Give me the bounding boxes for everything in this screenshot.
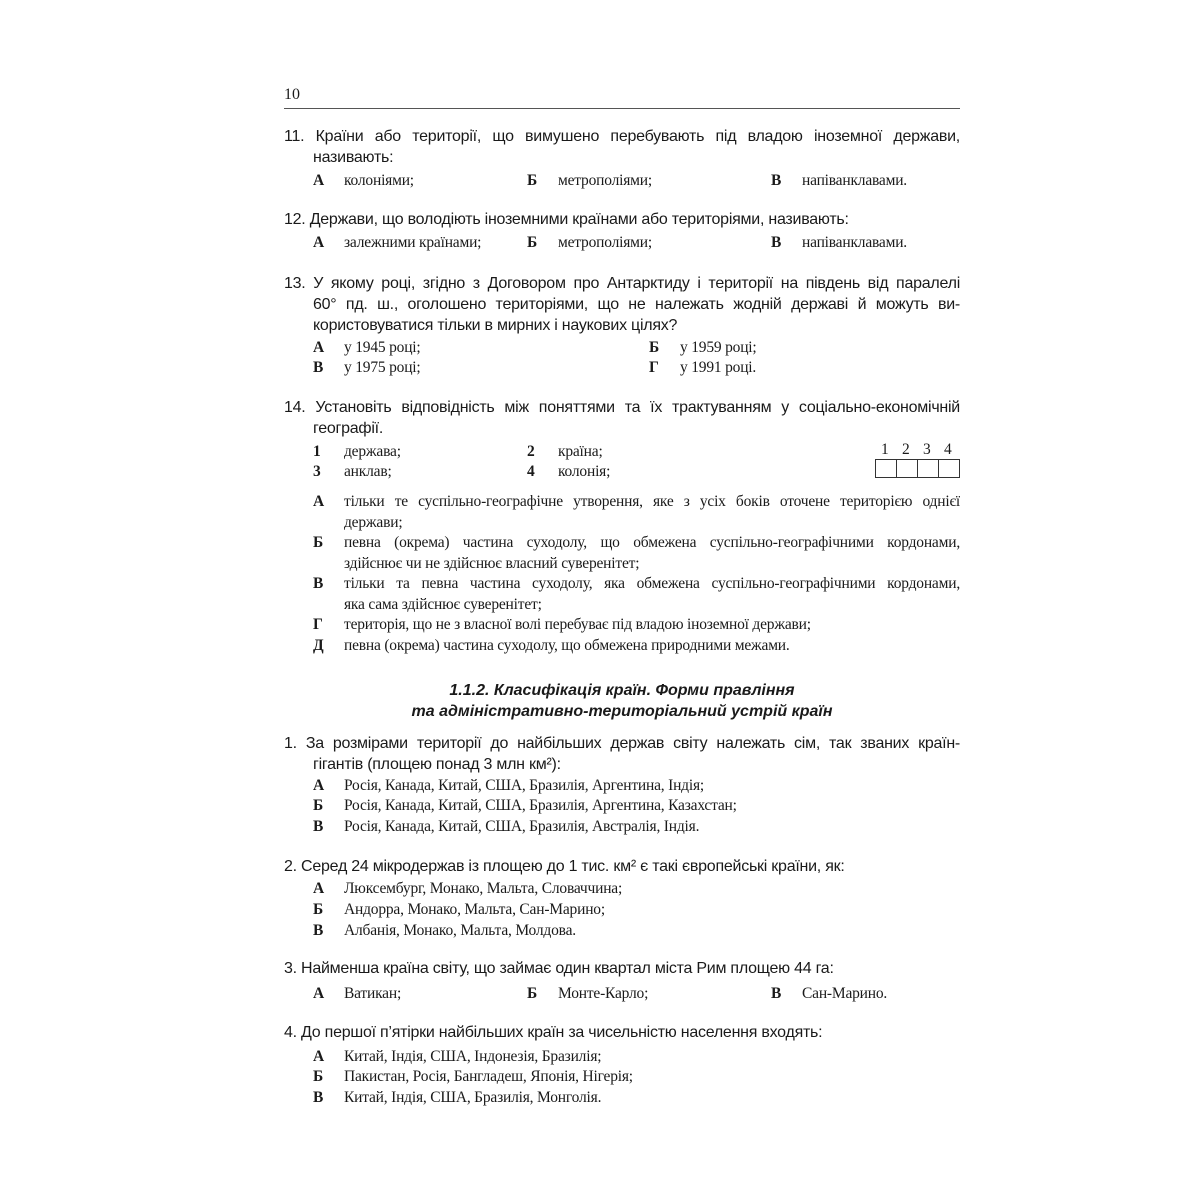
option-text: Росія, Канада, Китай, США, Бразилія, Австралія, Індія. <box>344 818 700 835</box>
option-text: Ватикан; <box>344 985 402 1002</box>
question-stem-line: 2. Серед 24 мікродержав із площею до 1 тис. км² є такі європейські країни, як: <box>284 858 845 875</box>
option-text: у 1959 році; <box>680 339 757 356</box>
answer-grid-label: 2 <box>902 441 910 458</box>
question-stem-line: гігантів (площею понад 3 млн км²): <box>313 756 561 773</box>
concept-number: 4 <box>527 463 535 480</box>
option-letter: Б <box>313 797 324 814</box>
answer-cell[interactable] <box>938 459 960 478</box>
option-letter: В <box>313 1089 324 1106</box>
question-stem-line: 14. Установіть відповідність між поняттями та їх трактуванням у соціально-економічній <box>284 399 960 416</box>
question-stem-line: 12. Держави, що володіють іноземними країнами або територіями, називають: <box>284 211 849 228</box>
section-heading: та адміністративно-територіальний устрій країн <box>411 703 833 720</box>
question-stem-line: називають: <box>313 149 394 166</box>
option-letter: В <box>313 922 324 939</box>
option-letter: В <box>771 985 782 1002</box>
option-letter: А <box>313 339 324 356</box>
option-text-line: тільки та певна частина суходолу, яка обмежена суспільно-географічними кордонами, <box>344 575 960 592</box>
option-text: Китай, Індія, США, Індонезія, Бразилія; <box>344 1048 602 1065</box>
option-text: у 1945 році; <box>344 339 421 356</box>
answer-cell[interactable] <box>917 459 939 478</box>
option-text-line: держави; <box>344 513 403 531</box>
option-text: Росія, Канада, Китай, США, Бразилія, Аргентина, Казахстан; <box>344 797 737 814</box>
option-text: залежними країнами; <box>344 234 482 251</box>
section-heading: 1.1.2. Класифікація країн. Форми правління <box>449 682 795 699</box>
option-letter: Б <box>313 901 324 918</box>
option-text-line: тільки те суспільно-географічне утворення, яке з усіх боків оточене територією однієї <box>344 493 960 510</box>
concept-text: анклав; <box>344 463 392 480</box>
header-rule <box>284 108 960 109</box>
option-letter: Б <box>527 985 538 1002</box>
answer-cell[interactable] <box>896 459 918 478</box>
option-letter: А <box>313 777 324 794</box>
option-text: напіванклавами. <box>802 172 907 189</box>
page-number: 10 <box>284 86 300 103</box>
option-letter: А <box>313 985 324 1002</box>
question-stem-line: 1. За розмірами території до найбільших держав світу належать сім, так званих країн- <box>284 735 960 752</box>
option-text-line: певна (окрема) частина суходолу, що обмежена суспільно-географічними кордонами, <box>344 534 960 551</box>
option-text: Монте-Карло; <box>558 985 649 1002</box>
question-stem-line: 4. До першої п’ятірки найбільших країн за чисельністю населення входять: <box>284 1024 823 1041</box>
option-letter: В <box>313 818 324 835</box>
question-stem-line: 11. Країни або території, що вимушено перебувають під владою іноземної держави, <box>284 128 960 145</box>
option-letter: Б <box>649 339 660 356</box>
question-stem-line: 13. У якому році, згідно з Договором про Антарктиду і території на південь від паралелі <box>284 275 960 292</box>
option-letter: Б <box>527 172 538 189</box>
option-text: Пакистан, Росія, Бангладеш, Японія, Нігерія; <box>344 1068 633 1085</box>
concept-number: 3 <box>313 463 321 480</box>
answer-cell[interactable] <box>875 459 897 478</box>
answer-grid-label: 4 <box>944 441 952 458</box>
option-letter: В <box>771 234 782 251</box>
option-text: Албанія, Монако, Мальта, Молдова. <box>344 922 576 939</box>
option-text: у 1991 році. <box>680 359 757 376</box>
option-letter: В <box>313 359 324 376</box>
option-letter: Г <box>313 616 323 633</box>
question-stem-line: географії. <box>313 420 384 437</box>
option-text: Андорра, Монако, Мальта, Сан-Марино; <box>344 901 605 918</box>
option-text: метрополіями; <box>558 234 652 251</box>
option-text: Люксембург, Монако, Мальта, Словаччина; <box>344 880 623 897</box>
answer-grid[interactable] <box>876 459 960 478</box>
answer-grid-label: 3 <box>923 441 931 458</box>
concept-text: колонія; <box>558 463 611 480</box>
option-letter: А <box>313 493 324 510</box>
option-text: Китай, Індія, США, Бразилія, Монголія. <box>344 1089 602 1106</box>
concept-text: країна; <box>558 443 603 460</box>
option-text: колоніями; <box>344 172 414 189</box>
option-letter: А <box>313 234 324 251</box>
option-letter: В <box>313 575 324 592</box>
option-text-line: здійснює чи не здійснює власний суверенітет; <box>344 554 640 572</box>
option-text: Сан-Марино. <box>802 985 888 1002</box>
answer-grid-label: 1 <box>881 441 889 458</box>
option-text: у 1975 році; <box>344 359 421 376</box>
option-letter: В <box>771 172 782 189</box>
option-text: метрополіями; <box>558 172 652 189</box>
option-text-line: яка сама здійснює суверенітет; <box>344 595 542 613</box>
option-letter: Б <box>313 534 324 551</box>
option-letter: Б <box>527 234 538 251</box>
option-text: Росія, Канада, Китай, США, Бразилія, Аргентина, Індія; <box>344 777 704 794</box>
grid-top-line <box>876 459 960 460</box>
question-stem-line: 3. Найменша країна світу, що займає один квартал міста Рим площею 44 га: <box>284 960 834 977</box>
question-stem-line: 60° пд. ш., оголошено територіями, що не належать жодній державі й можуть ви- <box>313 296 960 313</box>
concept-number: 2 <box>527 443 535 460</box>
option-letter: Г <box>649 359 659 376</box>
option-letter: Б <box>313 1068 324 1085</box>
concept-number: 1 <box>313 443 321 460</box>
option-letter: Д <box>313 636 324 654</box>
option-letter: А <box>313 172 324 189</box>
question-stem-line: користовуватися тільки в мирних і наукових цілях? <box>313 317 678 334</box>
option-text-line: певна (окрема) частина суходолу, що обмежена природними межами. <box>344 636 790 654</box>
option-text-line: територія, що не з власної волі перебуває під владою іноземної держави; <box>344 616 811 633</box>
concept-text: держава; <box>344 443 401 460</box>
option-letter: А <box>313 880 324 897</box>
option-letter: А <box>313 1048 324 1065</box>
option-text: напіванклавами. <box>802 234 907 251</box>
